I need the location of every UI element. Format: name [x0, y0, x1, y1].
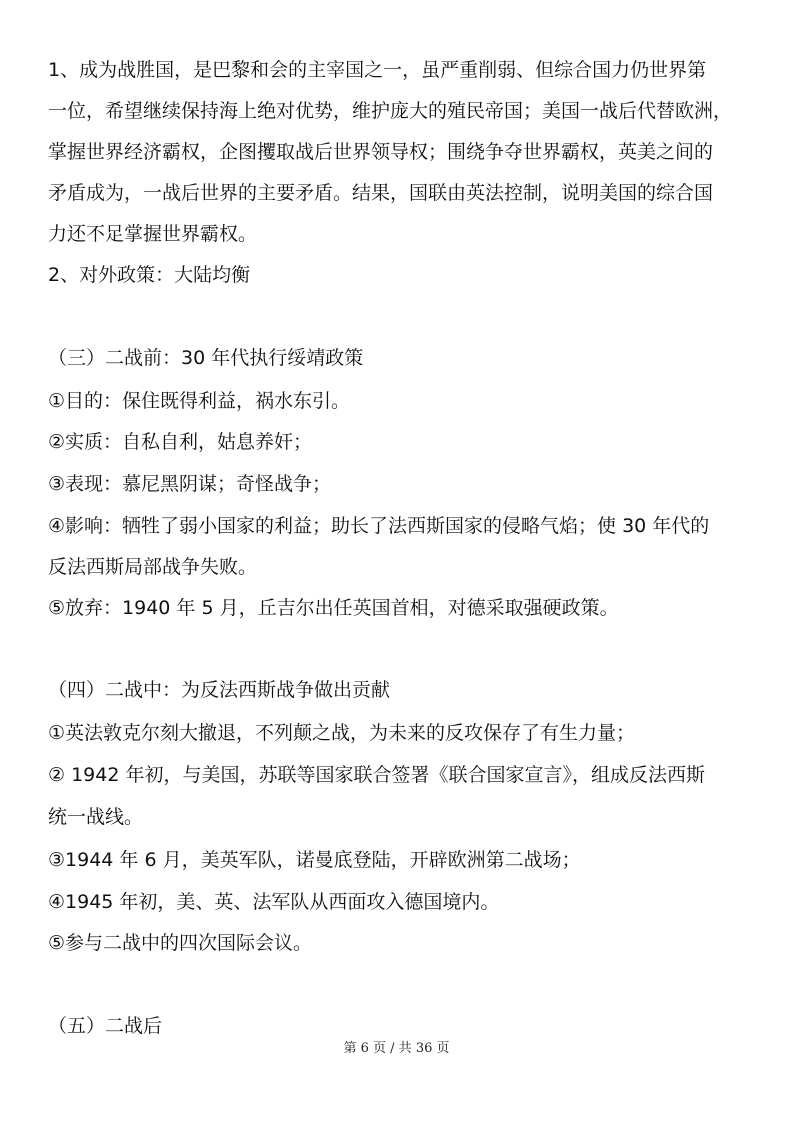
- section-4-item: ①英法敦克尔刻大撤退，不列颠之战，为未来的反攻保存了有生力量；: [48, 722, 636, 744]
- section-3-item: ②实质：自私自利，姑息养奸；: [48, 431, 313, 453]
- page-number-footer: 第 6 页 / 共 36 页: [343, 1041, 450, 1056]
- section-4-item: ② 1942 年初，与美国，苏联等国家联合签署《联合国家宣言》，组成反法西斯: [48, 764, 705, 786]
- section-4-heading: （四）二战中：为反法西斯战争做出贡献: [48, 679, 391, 701]
- section-4-item: 统一战线。: [48, 806, 144, 828]
- section-4-item: ⑤参与二战中的四次国际会议。: [48, 932, 313, 954]
- section-3-item: 反法西斯局部战争失败。: [48, 556, 258, 578]
- paragraph-1-line-5: 力还不足掌握世界霸权。: [48, 223, 258, 245]
- paragraph-1-line-2: 一位，希望继续保持海上绝对优势，维护庞大的殖民帝国；美国一战后代替欧洲，: [48, 100, 733, 122]
- section-3-item: ⑤放弃：1940 年 5 月，丘吉尔出任英国首相，对德采取强硬政策。: [48, 597, 619, 619]
- section-4-item: ③1944 年 6 月，美英军队，诺曼底登陆，开辟欧洲第二战场；: [48, 849, 581, 871]
- section-3-heading: （三）二战前：30 年代执行绥靖政策: [48, 347, 364, 369]
- section-3-item: ③表现：慕尼黑阴谋；奇怪战争；: [48, 473, 332, 495]
- paragraph-1-line-1: 1、成为战胜国，是巴黎和会的主宰国之一，虽严重削弱、但综合国力仍世界第: [48, 59, 707, 81]
- section-5-heading: （五）二战后: [48, 1015, 163, 1037]
- section-4-item: ④1945 年初，美、英、法军队从西面攻入德国境内。: [48, 891, 500, 913]
- section-3-item: ④影响：牺牲了弱小国家的利益；助长了法西斯国家的侵略气焰；使 30 年代的: [48, 515, 710, 537]
- paragraph-1-line-3: 掌握世界经济霸权，企图攫取战后世界领导权；围绕争夺世界霸权，英美之间的: [48, 141, 714, 163]
- paragraph-2: 2、对外政策：大陆均衡: [48, 264, 251, 286]
- section-3-item: ①目的：保住既得利益，祸水东引。: [48, 390, 351, 412]
- paragraph-1-line-4: 矛盾成为，一战后世界的主要矛盾。结果，国联由英法控制，说明美国的综合国: [48, 182, 714, 204]
